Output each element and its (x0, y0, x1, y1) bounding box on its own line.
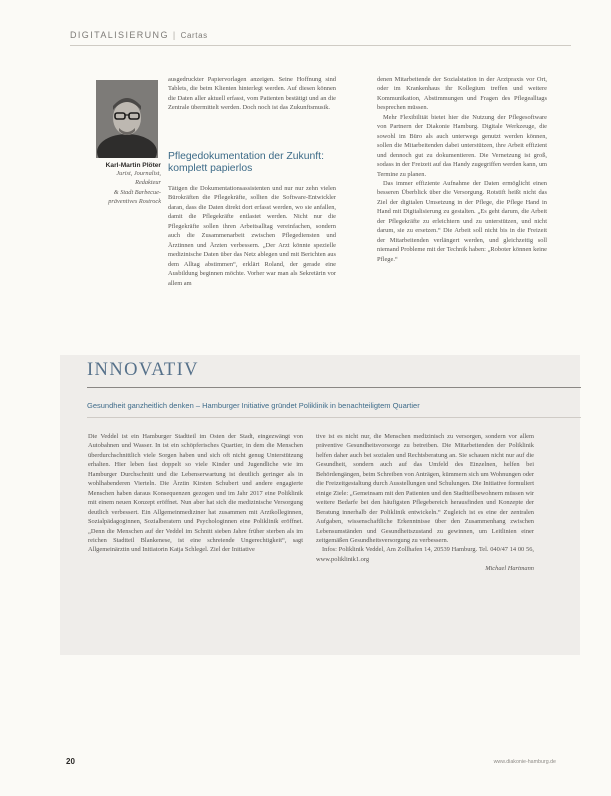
innovativ-rule (87, 387, 581, 388)
author-role-line: & Stadt Barbecue- (113, 188, 161, 196)
author-caption (58, 162, 161, 207)
article-column-1-top (168, 75, 336, 151)
article-subheading: Pflegedokumentation der Zukunft: komplett papierlos (168, 151, 324, 174)
innovativ-contact: Infos: Poliklinik Veddel, Am Zollhafen 14, 20539 Hamburg. Tel. 040/47 14 00 56, www.poliklinik1.org (316, 546, 534, 563)
innovativ-column-1 (88, 432, 303, 652)
innovativ-title: INNOVATIV (87, 360, 199, 380)
article-paragraph: Das immer effiziente Aufnahme der Daten ermöglicht einen besseren Überblick über die Versorgung. Rotstift heißt nicht das Ziel der digitalen Umsetzung in der Pflege, die Pflege Hand in Hand mit Digitalisierung zu gestalten. „Es geht darum, die Arbeit der Pflegekräfte zu erleichtern und zu unterstützen, und nicht darum, sie zu ersetzen.“ Die Arbeit soll nicht bis in die Freizeit der Mitarbeitenden verlängert werden, und gleichzeitig soll niemand Probleme mit der Technik haben: „Roboter können keine Pflege.“ (377, 179, 547, 263)
author-name: Karl-Martin Plöter (105, 162, 161, 169)
portrait-image (96, 80, 158, 158)
article-paragraph: ausgedruckter Papiervorlagen anzeigen. Seine Hoffnung sind Tablets, die beim Klienten hinterlegt werden. Auf diesen können die Daten aller aktuell erfasst, vom Patienten bestätigt und an die Zentrale übermittelt werden. Doch noch ist das Zukunftsmusik. (168, 76, 336, 112)
innovativ-subrule (87, 417, 581, 418)
author-photo (96, 80, 158, 158)
innovativ-paragraph: Die Veddel ist ein Hamburger Stadtteil im Osten der Stadt, eingezwängt von Autobahnen und Wasser. In ist ein schöpferisches Quartier, in dem die Menschen überdurchschnittlich viele Sorgen haben und sich oft nicht genug Unterstützung erhalten. Hier leben fast doppelt so viele Kinder und Jugendliche wie im Hamburger Durchschnitt und die Lebenserwartung ist deutlich geringer als in wohlhabenderen Vierteln. Die Ärztin Kirsten Schubert und andere engagierte Menschen haben daraus Konsequenzen gezogen und im Jahr 2017 eine Poliklinik mit einem neuen Konzept eröffnet. Nun aber hat sich die medizinische Versorgung deutlich verbessert. Ein Allgemeinmediziner hat zusammen mit Arztkolleginnen, Sozialpädagoginnen, Sozialberatern und Psychologinnen eine Poliklinik eröffnet. „Denn die Menschen auf der Veddel im Schnitt sieben Jahre früher sterben als im reichen Stadtteil Blankenese, ist eine schreiende Ungerechtigkeit“, sagt Allgemeinärztin und Initiatorin Katja Schlegel. Ziel der Initiative (88, 433, 303, 554)
header-separator: | (172, 30, 177, 40)
author-role-line: Jurist, Journalist, (116, 170, 161, 177)
subsection-label: Cartas (180, 31, 208, 40)
article-paragraph: Tätigen die Dokumentationsassistenten und nur nur zehn vielen Bürokräften die Pflegekräfte, sollten die Software-Entwickler daran, dass die Daten direkt dort erfasst werden, wo sie anfallen, damit die Pflegekräfte entlastet werden. Nicht nur die Pflegekräfte sollen ihren Arbeitsalltag vereinfachen, sondern auch die Zusammenarbeit zwischen Pflegediensten und Ärztinnen und Ärzten verbessern. „Der Arzt könnte spezielle medizinische Daten über das Netz ablegen und mit Berichten aus dem Alltag abstimmen“, erklärt Roland, der gerade eine Ausbildung beginnen möchte. Vorher war man als Sekretärin vor allem am (168, 185, 336, 287)
innovativ-subtitle: Gesundheit ganzheitlich denken – Hamburger Initiative gründet Poliklinik in benachteiligtem Quartier (87, 401, 420, 410)
page-number: 20 (66, 757, 75, 766)
article-paragraph: Mehr Flexibilität bietet hier die Nutzung der Pflegesoftware von Partnern der Diakonie Hamburg. Digitale Werkzeuge, die sowohl im Büro als auch unterwegs genutzt werden können, sollen die Mitarbeitenden dabei unterstützen, ihre Arbeit effizient und dennoch gut zu dokumentieren. Die Vernetzung ist groß, sodass in der Freizeit auf das Handy zugegriffen werden kann, um Termine zu planen. (377, 113, 547, 178)
running-header (70, 30, 571, 46)
article-column-2 (377, 75, 547, 343)
innovativ-paragraph: tive ist es nicht nur, die Menschen medizinisch zu versorgen, sondern vor allem präventive Gesundheitsvorsorge zu betreiben. Die Mitarbeitenden der Poliklinik helfen daher auch bei sozialen und Rechtsberatung an. Sie schauen nicht nur auf die Gesundheit, sondern auch auf das Umfeld des Einzelnen, helfen bei Behördengängen, beim Schreiben von Anträgen, kümmern sich um Wohnungen oder die Freizeitgestaltung durch Ausstellungen und Schulungen. Die Initiative formuliert einige Ziele: „Gemeinsam mit den Patienten und den Stadtteilbewohnern müssen wir weitere Bedarfe bei den häufigsten Pflegebereich herausfinden und Konzepte der Beratung innerhalb der Poliklinik entwickeln.“ Zugleich ist es eine der zentralen Aufgaben, wissenschaftliche Erkenntnisse über den Zusammenhang zwischen Lebensumständen und Gesundheitszustand zu gewinnen, um Leitlinien einer zeitgemäßen Gesundheitsversorgung zu verbessern. (316, 433, 534, 544)
author-role-line: Redakteur (135, 179, 161, 187)
innovativ-signature: Michael Hartmann (485, 565, 534, 573)
header-rule (70, 45, 571, 46)
author-role-line: präventives Rostrock (108, 198, 161, 206)
article-column-1-body (168, 184, 336, 344)
section-label: DIGITALISIERUNG (70, 30, 169, 40)
footer-url: www.diakonie-hamburg.de (493, 759, 556, 765)
article-paragraph: denen Mitarbeitende der Sozialstation in der Arztpraxis vor Ort, oder im Krankenhaus ihr Kollegium treffen und weitere Kommunikation, Abstimmungen und Fragen des Pflegealltags besprechen müssen. (377, 76, 547, 112)
innovativ-column-2 (316, 432, 534, 652)
